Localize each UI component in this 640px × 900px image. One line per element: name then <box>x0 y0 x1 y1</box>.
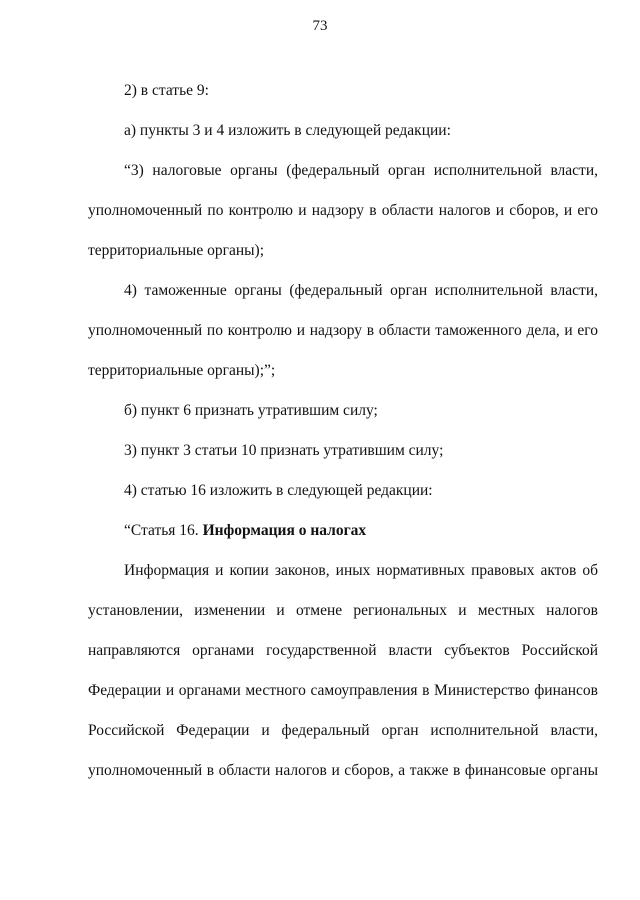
text-line: а) пункты 3 и 4 изложить в следующей редакции: <box>124 122 451 139</box>
text-line: территориальные органы);”; <box>88 362 276 379</box>
text-line: 3) пункт 3 статьи 10 признать утратившим силу; <box>124 442 444 459</box>
text-line: б) пункт 6 признать утратившим силу; <box>124 402 378 419</box>
article-heading-prefix: “Статья 16. <box>124 522 203 539</box>
article-heading <box>124 522 598 540</box>
text-line: направляются органами государственной власти субъектов Российской <box>88 642 598 659</box>
text-line: Российской Федерации и федеральный орган исполнительной власти, <box>88 722 598 739</box>
text-line: уполномоченный по контролю и надзору в области налогов и сборов, и его <box>88 202 598 219</box>
text-line: Федерации и органами местного самоуправления в Министерство финансов <box>88 682 598 699</box>
text-line: уполномоченный в области налогов и сборов, а также в финансовые органы <box>88 762 598 779</box>
text-line: установлении, изменении и отмене региональных и местных налогов <box>88 602 598 619</box>
article-heading-title: Информация о налогах <box>202 522 367 539</box>
text-line: 4) статью 16 изложить в следующей редакции: <box>124 482 433 499</box>
page-number: 73 <box>312 18 328 34</box>
text-line: Информация и копии законов, иных нормативных правовых актов об <box>124 562 598 579</box>
text-line: 2) в статье 9: <box>124 82 209 99</box>
text-line: уполномоченный по контролю и надзору в области таможенного дела, и его <box>88 322 598 339</box>
text-line: 4) таможенные органы (федеральный орган исполнительной власти, <box>124 282 598 299</box>
text-line: территориальные органы); <box>88 242 265 259</box>
text-line: “3) налоговые органы (федеральный орган исполнительной власти, <box>124 162 598 179</box>
